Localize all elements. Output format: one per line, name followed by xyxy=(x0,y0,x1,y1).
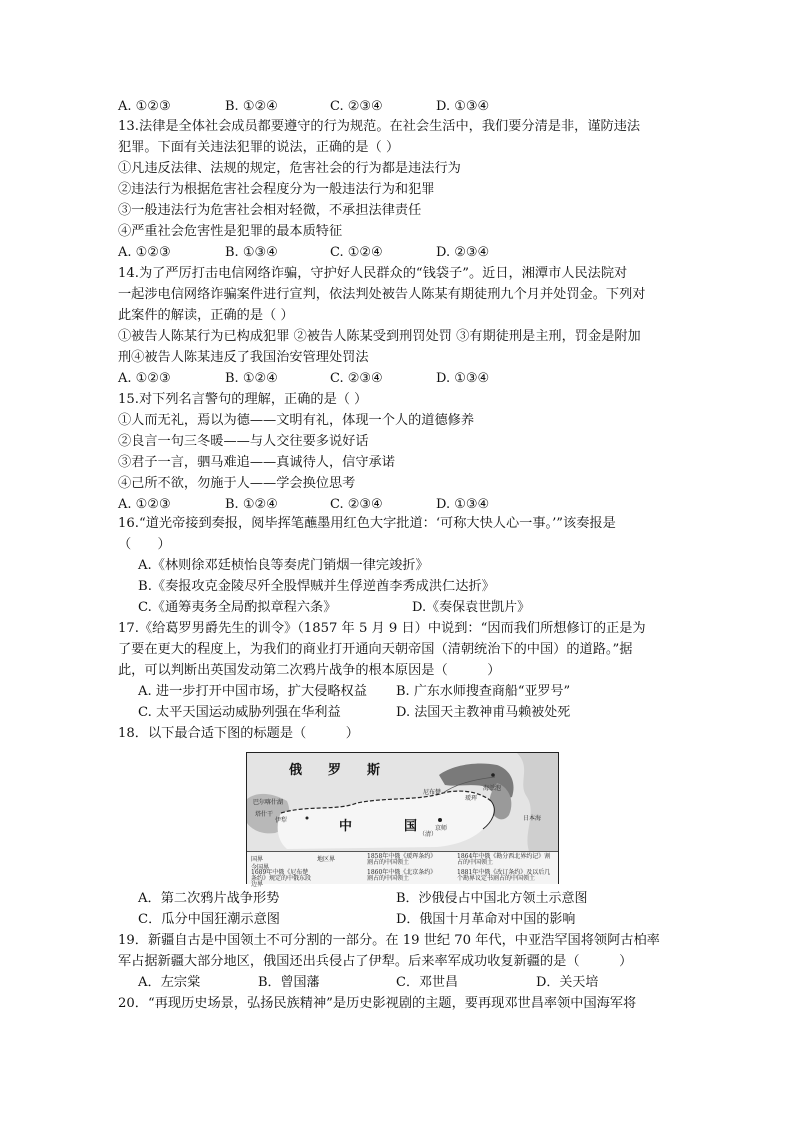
map-label-china: 中 国 xyxy=(339,819,418,834)
q16-option-a: A.《林则徐邓廷桢怡良等奏虎门销烟一律完竣折》 xyxy=(138,558,429,573)
q15-item-2: ②良言一句三冬暖——与人交往要多说好话 xyxy=(118,434,369,449)
q13-option-a: A. ①②③ xyxy=(118,245,171,260)
q19-stem-line-1: 19．新疆自古是中国领土不可分割的一部分。在 19 世纪 70 年代，中亚浩罕国将领阿古柏率 xyxy=(118,933,660,948)
q15-option-a: A. ①②③ xyxy=(118,497,171,512)
q18-option-b: B．沙俄侵占中国北方领土示意图 xyxy=(396,891,588,906)
q16-stem-line-2: （ ） xyxy=(118,537,171,552)
legend-current-border: 今国界 xyxy=(251,864,270,871)
map-label-sea-of-japan: 日本海 xyxy=(523,815,542,822)
q19-option-b: B．曾国藩 xyxy=(258,975,320,990)
q12-option-d: D. ①③④ xyxy=(436,99,490,114)
q20-stem-line-1: 20．“再现历史场景，弘扬民族精神”是历史影视剧的主题，要再现邓世昌率领中国海军将 xyxy=(118,996,637,1011)
legend-northwest: 1864年中俄《勘分西北界约记》割占的中国领土 xyxy=(457,853,551,866)
q15-item-1: ①人而无礼，焉以为德——文明有礼，体现一个人的道德修养 xyxy=(118,413,475,428)
q15-item-3: ③君子一言，驷马难追——真诚待人，信守承诺 xyxy=(118,455,395,470)
legend-aigun: 1858年中俄《瑷珲条约》割占的中国领土 xyxy=(367,853,437,866)
q15-option-d: D. ①③④ xyxy=(436,497,490,512)
q14-option-c: C. ②③④ xyxy=(330,371,383,386)
map-label-balkhash: 巴尔喀什湖 xyxy=(253,799,284,806)
q13-item-3: ③一般违法行为危害社会相对轻微，不承担法律责任 xyxy=(118,203,422,218)
q19-stem-line-2: 军占据新疆大部分地区，俄国还出兵侵占了伊犁。后来率军成功收复新疆的是（ ） xyxy=(118,954,633,969)
q14-stem-line-3: 此案件的解读，正确的是（ ） xyxy=(118,308,294,323)
q17-option-a: A. 进一步打开中国市场，扩大侵略权益 xyxy=(138,684,367,699)
q19-option-c: C．邓世昌 xyxy=(396,975,458,990)
q17-option-d: D. 法国天主教神甫马赖被处死 xyxy=(396,705,571,720)
legend-nerchinsk-border: 1689年中俄《尼布楚条约》规定的中俄东段边界 xyxy=(251,869,312,888)
q13-item-1: ①凡违反法律、法规的规定，危害社会的行为都是违法行为 xyxy=(118,161,461,176)
map-label-blagoveshchensk: 海兰泡 xyxy=(483,785,502,792)
map-label-nerchinsk: 尼布楚 xyxy=(423,789,442,796)
q18-option-c: C．瓜分中国狂潮示意图 xyxy=(138,912,280,927)
q18-option-d: D．俄国十月革命对中国的影响 xyxy=(396,912,576,927)
q17-option-c: C. 太平天国运动威胁列强在华利益 xyxy=(138,705,341,720)
q15-stem: 15.对下列名言警句的理解，正确的是（ ） xyxy=(118,392,368,407)
q14-option-b: B. ①②④ xyxy=(225,371,278,386)
russia-china-territory-map xyxy=(246,752,559,888)
map-label-russia: 俄 罗 斯 xyxy=(289,763,381,778)
map-label-aigun: 瑷珲 xyxy=(465,795,478,802)
q13-stem-line-1: 13.法律是全体社会成员都要遵守的行为规范。在社会生活中，我们要分清是非，谨防违法 xyxy=(118,119,641,134)
q17-option-b: B. 广东水师搜查商船“亚罗号” xyxy=(396,684,571,699)
q16-option-c: C.《通筹夷务全局酌拟章程六条》 xyxy=(138,600,337,615)
legend-revised: 1881年中俄《改订条约》及以后几个勘界议定书割占的中国领土 xyxy=(457,869,551,882)
q18-stem: 18．以下最合适下图的标题是（ ） xyxy=(118,726,359,741)
q19-option-d: D．关天培 xyxy=(536,975,599,990)
map-label-tashkent: 塔什干 xyxy=(255,811,274,818)
q15-item-4: ④己所不欲，勿施于人——学会换位思考 xyxy=(118,476,356,491)
q14-items-line-1: ①被告人陈某行为已构成犯罪 ②被告人陈某受到刑罚处罚 ③有期徒刑是主刑，罚金是附加 xyxy=(118,329,641,344)
q16-stem-line-1: 16.“道光帝接到奏报，阅毕挥笔蘸墨用红色大字批道：‘可称大快人心一事。’”该奏报是 xyxy=(118,516,616,531)
map-label-yili: 伊犁 xyxy=(275,817,288,824)
q14-option-d: D. ①③④ xyxy=(436,371,490,386)
q14-option-a: A. ①②③ xyxy=(118,371,171,386)
q17-stem-line-3: 此，可以判断出英国发动第二次鸦片战争的根本原因是（ ） xyxy=(118,663,501,678)
map-legend xyxy=(247,851,558,888)
q13-stem-line-2: 犯罪。下面有关违法犯罪的说法，正确的是（ ） xyxy=(118,140,400,155)
q15-option-b: B. ①②④ xyxy=(225,497,278,512)
q13-item-4: ④严重社会危害性是犯罪的最本质特征 xyxy=(118,224,343,239)
q12-option-a: A. ①②③ xyxy=(118,99,171,114)
q12-option-c: C. ②③④ xyxy=(330,99,383,114)
map-label-qing: （清） xyxy=(419,831,438,838)
q15-option-c: C. ②③④ xyxy=(330,497,383,512)
q17-stem-line-1: 17.《给葛罗男爵先生的训令》（1857 年 5 月 9 日）中说到：“因而我们所想修订的正是为 xyxy=(118,621,646,636)
q16-option-d: D.《奏保袁世凯片》 xyxy=(412,600,531,615)
q13-option-b: B. ①③④ xyxy=(225,245,278,260)
q14-stem-line-1: 14.为了严厉打击电信网络诈骗，守护好人民群众的“钱袋子”。近日，湘潭市人民法院对 xyxy=(118,266,628,281)
q16-option-b: B.《奏报攻克金陵尽歼全股悍贼并生俘逆酋李秀成洪仁达折》 xyxy=(138,579,495,594)
q19-option-a: A．左宗棠 xyxy=(138,975,201,990)
q13-option-d: D. ②③④ xyxy=(436,245,490,260)
legend-border: 国界 xyxy=(251,856,264,863)
q13-item-2: ②违法行为根据危害社会程度分为一般违法行为和犯罪 xyxy=(118,182,435,197)
legend-beijing: 1860年中俄《北京条约》割占的中国领土 xyxy=(367,869,437,882)
q12-option-b: B. ①②④ xyxy=(225,99,278,114)
legend-region-border: 地区界 xyxy=(317,856,336,863)
q14-items-line-2: 刑④被告人陈某违反了我国治安管理处罚法 xyxy=(118,350,369,365)
q13-option-c: C. ①②④ xyxy=(330,245,383,260)
map-label-jingshi: 京师 xyxy=(435,825,448,832)
q18-option-a: A．第二次鸦片战争形势 xyxy=(138,891,280,906)
q14-stem-line-2: 一起涉电信网络诈骗案件进行宣判，依法判处被告人陈某有期徒刑九个月并处罚金。下列对 xyxy=(118,287,646,302)
q17-stem-line-2: 了要在更大的程度上，为我们的商业打开通向天朝帝国（清朝统治下的中国）的道路。”据 xyxy=(118,642,633,657)
